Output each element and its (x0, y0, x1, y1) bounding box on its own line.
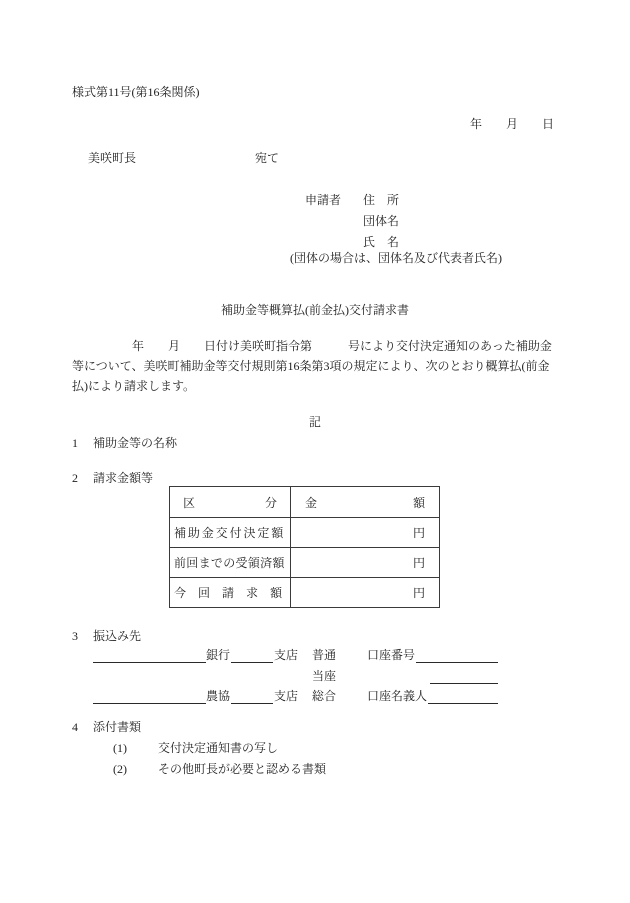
section-1-number: 1 (72, 436, 78, 450)
general-account-label: 総合 (312, 689, 337, 703)
branch-label: 支店 (274, 648, 299, 662)
body-line-2: 等について、美咲町補助金等交付規則第16条第3項の規定により、次のとおり概算払(前金 (72, 359, 550, 373)
header-amount-right: 額 (412, 495, 425, 510)
header-category-left: 区 (183, 495, 196, 510)
coop-branch-name-field (231, 689, 273, 704)
addressee-suffix: 宛て (255, 151, 280, 165)
addressee-name: 美咲町長 (88, 151, 137, 165)
table-header-amount (291, 487, 439, 517)
body-line-1: 年 月 日付け美咲町指令第 号により交付決定通知のあった補助金 (72, 339, 552, 353)
section-2-number: 2 (72, 471, 78, 485)
ordinary-account-label: 普通 (312, 648, 337, 662)
applicant-label: 申請者 (305, 193, 342, 207)
section-4-label: 添付書類 (93, 720, 142, 734)
applicant-field-address: 住 所 (363, 193, 400, 207)
account-number-label: 口座番号 (367, 648, 416, 662)
applicant-field-organization: 団体名 (363, 214, 400, 228)
table-header-category (170, 487, 291, 517)
form-number: 様式第11号(第16条関係) (72, 85, 200, 99)
amount-table (169, 486, 440, 608)
branch-name-field (231, 648, 273, 663)
row-unit-decided-amount: 円 (412, 526, 425, 540)
ki-mark: 記 (308, 415, 321, 429)
attachment-1-text: 交付決定通知書の写し (158, 741, 279, 755)
section-2-label: 請求金額等 (93, 471, 154, 485)
account-number-field-2 (430, 669, 498, 684)
applicant-note: (団体の場合は、団体名及び代表者氏名) (290, 251, 502, 265)
date-line: 年 月 日 (470, 117, 555, 131)
table-row (170, 577, 439, 607)
table-row (170, 517, 439, 547)
account-holder-field (428, 689, 498, 704)
applicant-field-name: 氏 名 (363, 235, 400, 249)
body-line-3: 払)により請求します。 (72, 379, 196, 393)
coop-name-field (93, 689, 206, 704)
row-label-decided-amount: 補助金交付決定額 (170, 518, 291, 547)
account-holder-label: 口座名義人 (367, 689, 428, 703)
section-3-label: 振込み先 (93, 629, 142, 643)
table-header-row (170, 487, 439, 517)
section-4-number: 4 (72, 720, 78, 734)
header-category-right: 分 (264, 495, 277, 510)
bank-name-field (93, 648, 206, 663)
checking-account-label: 当座 (312, 669, 337, 683)
coop-branch-label: 支店 (274, 689, 299, 703)
section-3-number: 3 (72, 629, 78, 643)
attachment-2-number: (2) (113, 762, 127, 776)
row-unit-requested-amount: 円 (412, 586, 425, 600)
coop-label: 農協 (206, 689, 231, 703)
row-label-requested-amount: 今 回 請 求 額 (170, 578, 291, 607)
account-number-field (416, 648, 498, 663)
row-unit-received-amount: 円 (412, 556, 425, 570)
section-1-label: 補助金等の名称 (93, 436, 178, 450)
bank-label: 銀行 (206, 648, 231, 662)
row-label-received-amount: 前回までの受領済額 (170, 548, 291, 577)
table-row (170, 547, 439, 577)
document-title: 補助金等概算払(前金払)交付請求書 (221, 303, 409, 317)
attachment-2-text: その他町長が必要と認める書類 (158, 762, 327, 776)
attachment-1-number: (1) (113, 741, 127, 755)
header-amount-left: 金 (305, 495, 318, 510)
